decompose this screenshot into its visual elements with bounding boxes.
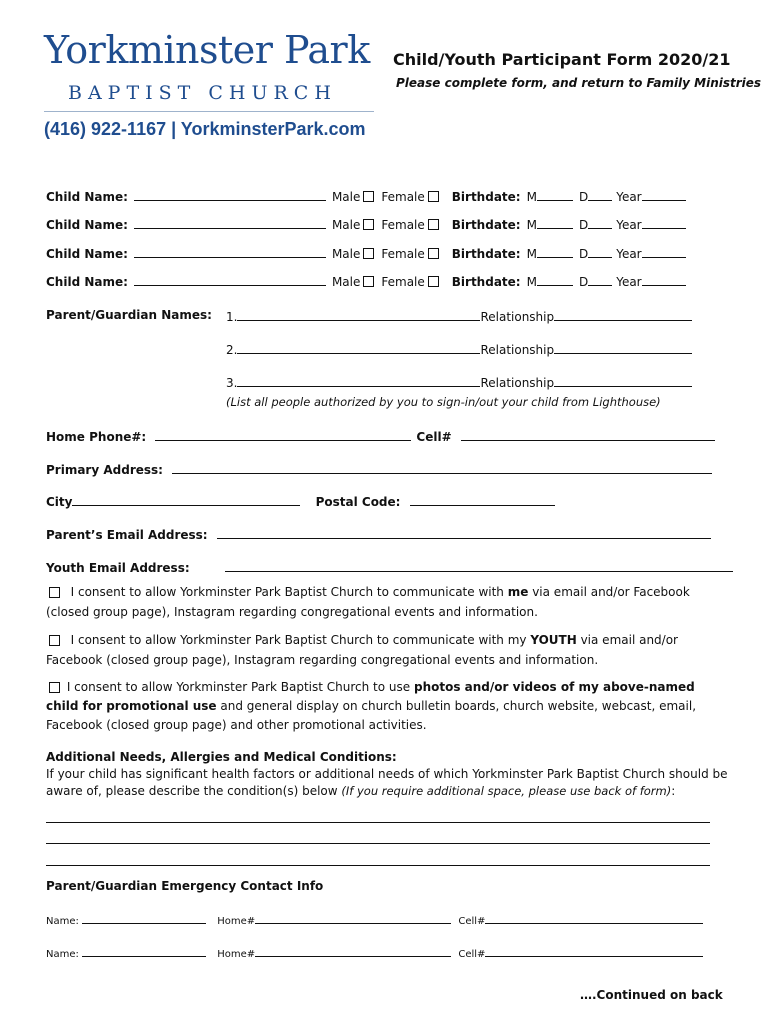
emergency-heading: Parent/Guardian Emergency Contact Info	[46, 879, 324, 893]
child-name-field[interactable]	[134, 273, 326, 286]
birthdate-label: Birthdate:	[451, 275, 521, 289]
male-label: Male	[331, 190, 361, 204]
year-label: Year	[616, 247, 642, 261]
relationship-label: Relationship	[480, 343, 555, 357]
emergency-home-field[interactable]	[255, 912, 451, 924]
male-checkbox[interactable]	[363, 191, 374, 202]
emergency-cell-field[interactable]	[485, 945, 703, 957]
female-label: Female	[381, 190, 425, 204]
male-label: Male	[331, 247, 361, 261]
emergency-cell-label: Cell#	[458, 916, 486, 927]
female-label: Female	[381, 275, 425, 289]
home-phone-field[interactable]	[155, 428, 411, 441]
child-row[interactable]	[46, 186, 686, 205]
medical-instructions-2: aware of, please describe the condition(s) below (If you require additional space, please use back of form):	[46, 784, 676, 798]
male-checkbox[interactable]	[363, 276, 374, 287]
emergency-name-label: Name:	[46, 916, 79, 927]
emergency-row-2[interactable]	[46, 945, 703, 960]
child-name-label: Child Name:	[46, 275, 128, 289]
child-row[interactable]	[46, 271, 686, 290]
medical-instructions-1: If your child has significant health factors or additional needs of which Yorkminster Park Baptist Church should be	[46, 767, 728, 781]
year-field[interactable]	[642, 188, 686, 201]
month-label: M	[526, 247, 537, 261]
day-field[interactable]	[588, 273, 612, 286]
year-field[interactable]	[642, 245, 686, 258]
month-field[interactable]	[537, 245, 573, 258]
home-phone-row[interactable]	[46, 426, 715, 445]
cell-label: Cell#	[416, 430, 452, 444]
female-checkbox[interactable]	[428, 219, 439, 230]
continued-note: ….Continued on back	[580, 988, 723, 1002]
parent-name-field[interactable]	[237, 374, 480, 387]
consent-youth: I consent to allow Yorkminster Park Baptist Church to communicate with my YOUTH via email and/or Facebook (closed group page), Instagram regarding congregational events and information.	[46, 633, 678, 667]
parent-number: 1.	[226, 310, 238, 324]
female-checkbox[interactable]	[428, 276, 439, 287]
male-label: Male	[331, 275, 361, 289]
home-phone-label: Home Phone#:	[46, 430, 147, 444]
child-name-field[interactable]	[134, 216, 326, 229]
parent-name-field[interactable]	[237, 341, 480, 354]
parent-email-row[interactable]	[46, 524, 711, 543]
male-checkbox[interactable]	[363, 248, 374, 259]
child-name-field[interactable]	[134, 188, 326, 201]
birthdate-label: Birthdate:	[451, 218, 521, 232]
postal-code-field[interactable]	[410, 493, 555, 506]
cell-field[interactable]	[461, 428, 715, 441]
consent-youth-checkbox[interactable]	[49, 635, 60, 646]
parent-row-3[interactable]	[226, 374, 692, 390]
consent-photos-checkbox[interactable]	[49, 682, 60, 693]
medical-line[interactable]	[46, 822, 710, 823]
parent-row-1[interactable]	[226, 308, 692, 324]
birthdate-label: Birthdate:	[451, 247, 521, 261]
primary-address-field[interactable]	[172, 461, 712, 474]
male-label: Male	[331, 218, 361, 232]
emergency-home-label: Home#	[217, 949, 256, 960]
month-field[interactable]	[537, 188, 573, 201]
day-label: D	[578, 190, 589, 204]
year-field[interactable]	[642, 273, 686, 286]
month-label: M	[526, 275, 537, 289]
consent-me-checkbox[interactable]	[49, 587, 60, 598]
medical-line[interactable]	[46, 843, 710, 844]
parents-note: (List all people authorized by you to sign-in/out your child from Lighthouse)	[226, 395, 661, 409]
consent-me: I consent to allow Yorkminster Park Baptist Church to communicate with me via email and/or Facebook (closed group page), Instagram regarding congregational events and information.	[46, 585, 690, 619]
child-name-label: Child Name:	[46, 218, 128, 232]
child-row[interactable]	[46, 243, 686, 262]
emergency-name-field[interactable]	[82, 912, 206, 924]
day-field[interactable]	[588, 216, 612, 229]
child-name-label: Child Name:	[46, 247, 128, 261]
child-name-label: Child Name:	[46, 190, 128, 204]
emergency-cell-field[interactable]	[485, 912, 703, 924]
relationship-field[interactable]	[554, 341, 692, 354]
relationship-field[interactable]	[554, 374, 692, 387]
day-field[interactable]	[588, 188, 612, 201]
medical-heading: Additional Needs, Allergies and Medical Conditions:	[46, 750, 397, 764]
month-label: M	[526, 190, 537, 204]
church-logo-subtitle: BAPTIST CHURCH	[68, 82, 337, 104]
female-checkbox[interactable]	[428, 248, 439, 259]
female-checkbox[interactable]	[428, 191, 439, 202]
male-checkbox[interactable]	[363, 219, 374, 230]
medical-line[interactable]	[46, 865, 710, 866]
parent-guardian-label: Parent/Guardian Names:	[46, 308, 212, 322]
form-title: Child/Youth Participant Form 2020/21	[393, 50, 731, 69]
form-subtitle: Please complete form, and return to Family Ministries	[396, 76, 762, 90]
year-label: Year	[616, 275, 642, 289]
emergency-row-1[interactable]	[46, 912, 703, 927]
emergency-cell-label: Cell#	[458, 949, 486, 960]
emergency-home-label: Home#	[217, 916, 256, 927]
parent-number: 3.	[226, 376, 238, 390]
church-logo-name: Yorkminster Park	[44, 28, 370, 72]
day-label: D	[578, 247, 589, 261]
female-label: Female	[381, 218, 425, 232]
primary-address-label: Primary Address:	[46, 463, 163, 477]
parent-number: 2.	[226, 343, 238, 357]
year-field[interactable]	[642, 216, 686, 229]
day-label: D	[578, 218, 589, 232]
month-field[interactable]	[537, 273, 573, 286]
year-label: Year	[616, 218, 642, 232]
youth-email-field[interactable]	[225, 559, 733, 572]
youth-email-label: Youth Email Address:	[46, 561, 190, 575]
year-label: Year	[616, 190, 642, 204]
emergency-name-field[interactable]	[82, 945, 206, 957]
logo-divider	[44, 111, 374, 112]
female-label: Female	[381, 247, 425, 261]
emergency-name-label: Name:	[46, 949, 79, 960]
child-name-field[interactable]	[134, 245, 326, 258]
consent-photos: I consent to allow Yorkminster Park Baptist Church to use photos and/or videos of my above-named child for promotional use and general display on church bulletin boards, church website, webcast, email, Facebook (closed group page) and other promotional activities.	[46, 680, 697, 732]
relationship-label: Relationship	[480, 310, 555, 324]
primary-address-row[interactable]	[46, 459, 712, 478]
child-row[interactable]	[46, 214, 686, 233]
day-label: D	[578, 275, 589, 289]
day-field[interactable]	[588, 245, 612, 258]
parent-email-field[interactable]	[217, 526, 711, 539]
youth-email-row[interactable]	[46, 557, 733, 576]
month-field[interactable]	[537, 216, 573, 229]
relationship-field[interactable]	[554, 308, 692, 321]
postal-code-label: Postal Code:	[315, 495, 401, 509]
parent-email-label: Parent’s Email Address:	[46, 528, 208, 542]
parent-name-field[interactable]	[237, 308, 480, 321]
birthdate-label: Birthdate:	[451, 190, 521, 204]
city-row[interactable]	[46, 491, 555, 510]
relationship-label: Relationship	[480, 376, 555, 390]
emergency-home-field[interactable]	[255, 945, 451, 957]
city-label: City	[46, 495, 73, 509]
month-label: M	[526, 218, 537, 232]
parent-row-2[interactable]	[226, 341, 692, 357]
church-contact: (416) 922-1167 | YorkminsterPark.com	[44, 119, 366, 139]
city-field[interactable]	[72, 493, 300, 506]
